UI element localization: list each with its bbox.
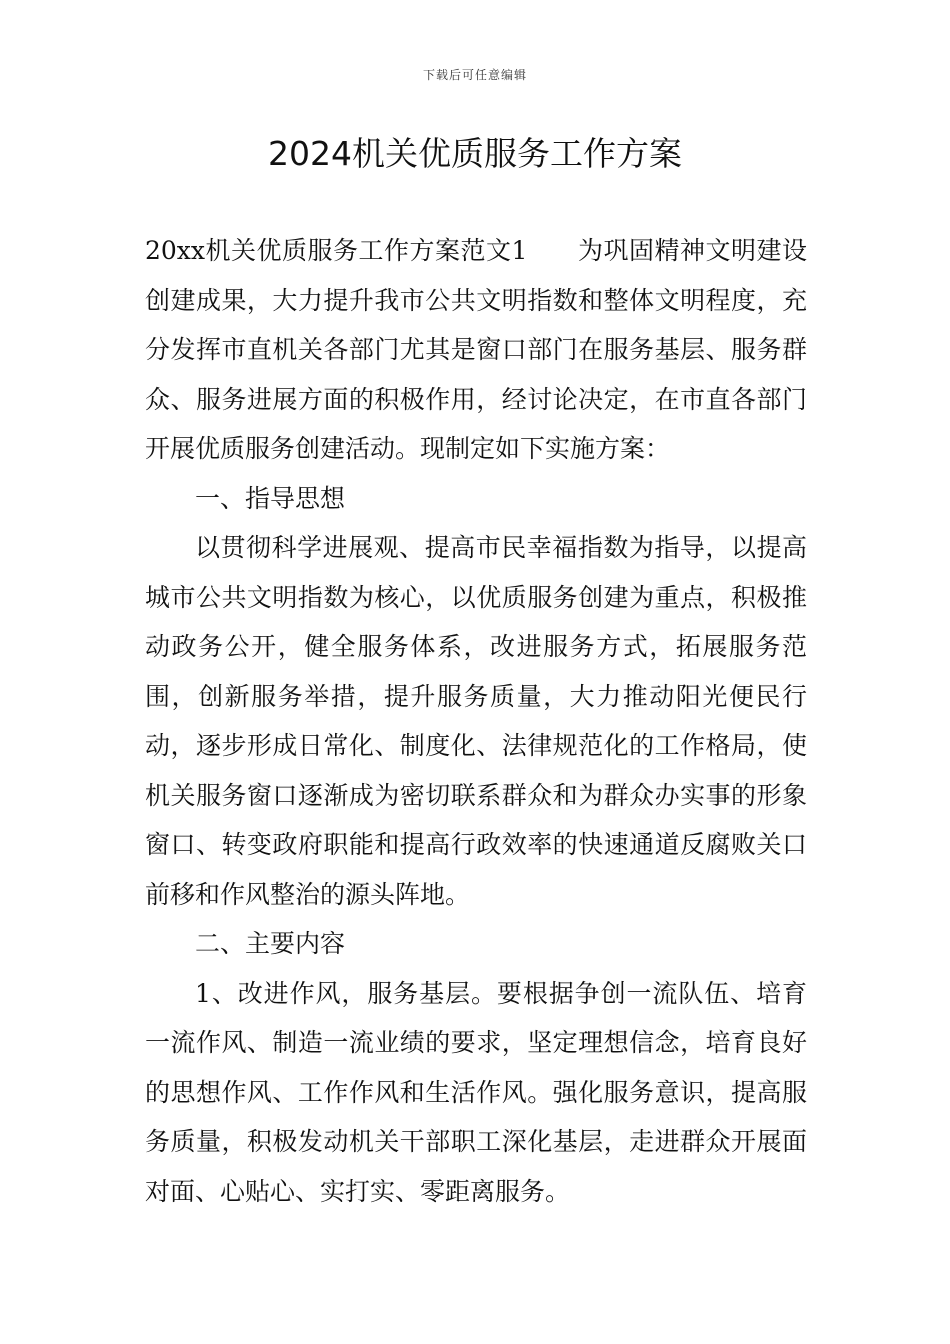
section-heading-guiding-ideology: 一、指导思想 — [195, 483, 346, 513]
intro-paragraph — [145, 226, 807, 474]
section-paragraph-guiding-ideology: 以贯彻科学进展观、提高市民幸福指数为指导，以提高城市公共文明指数为核心，以优质服务创建为重点，积极推动政务公开，健全服务体系，改进服务方式，拓展服务范围，创新服务举措，提升服务质量，大力推动阳光便民行动，逐步形成日常化、制度化、法律规范化的工作格局，使机关服务窗口逐渐成为密切联系群众和为群众办实事的形象窗口、转变政府职能和提高行政效率的快速通道反腐败关口前移和作风整治的源头阵地。 — [145, 533, 807, 909]
intro-text: 为巩固精神文明建设创建成果，大力提升我市公共文明指数和整体文明程度，充分发挥市直机关各部门尤其是窗口部门在服务基层、服务群众、服务进展方面的积极作用，经讨论决定，在市直各部门开展优质服务创建活动。现制定如下实施方案： — [145, 236, 807, 463]
page-header-note: 下载后可任意编辑 — [422, 68, 527, 82]
section-heading-main-content: 二、主要内容 — [195, 929, 346, 958]
document-body — [145, 226, 807, 1216]
intro-lead: 20xx机关优质服务工作方案范文1 — [145, 236, 528, 265]
section-paragraph-item-1: 1、改进作风，服务基层。要根据争创一流队伍、培育一流作风、制造一流业绩的要求，坚定理想信念，培育良好的思想作风、工作作风和生活作风。强化服务意识，提高服务质量，积极发动机关干部职工深化基层，走进群众开展面对面、心贴心、实打实、零距离服务。 — [145, 978, 807, 1206]
document-title: 2024机关优质服务工作方案 — [268, 134, 682, 173]
